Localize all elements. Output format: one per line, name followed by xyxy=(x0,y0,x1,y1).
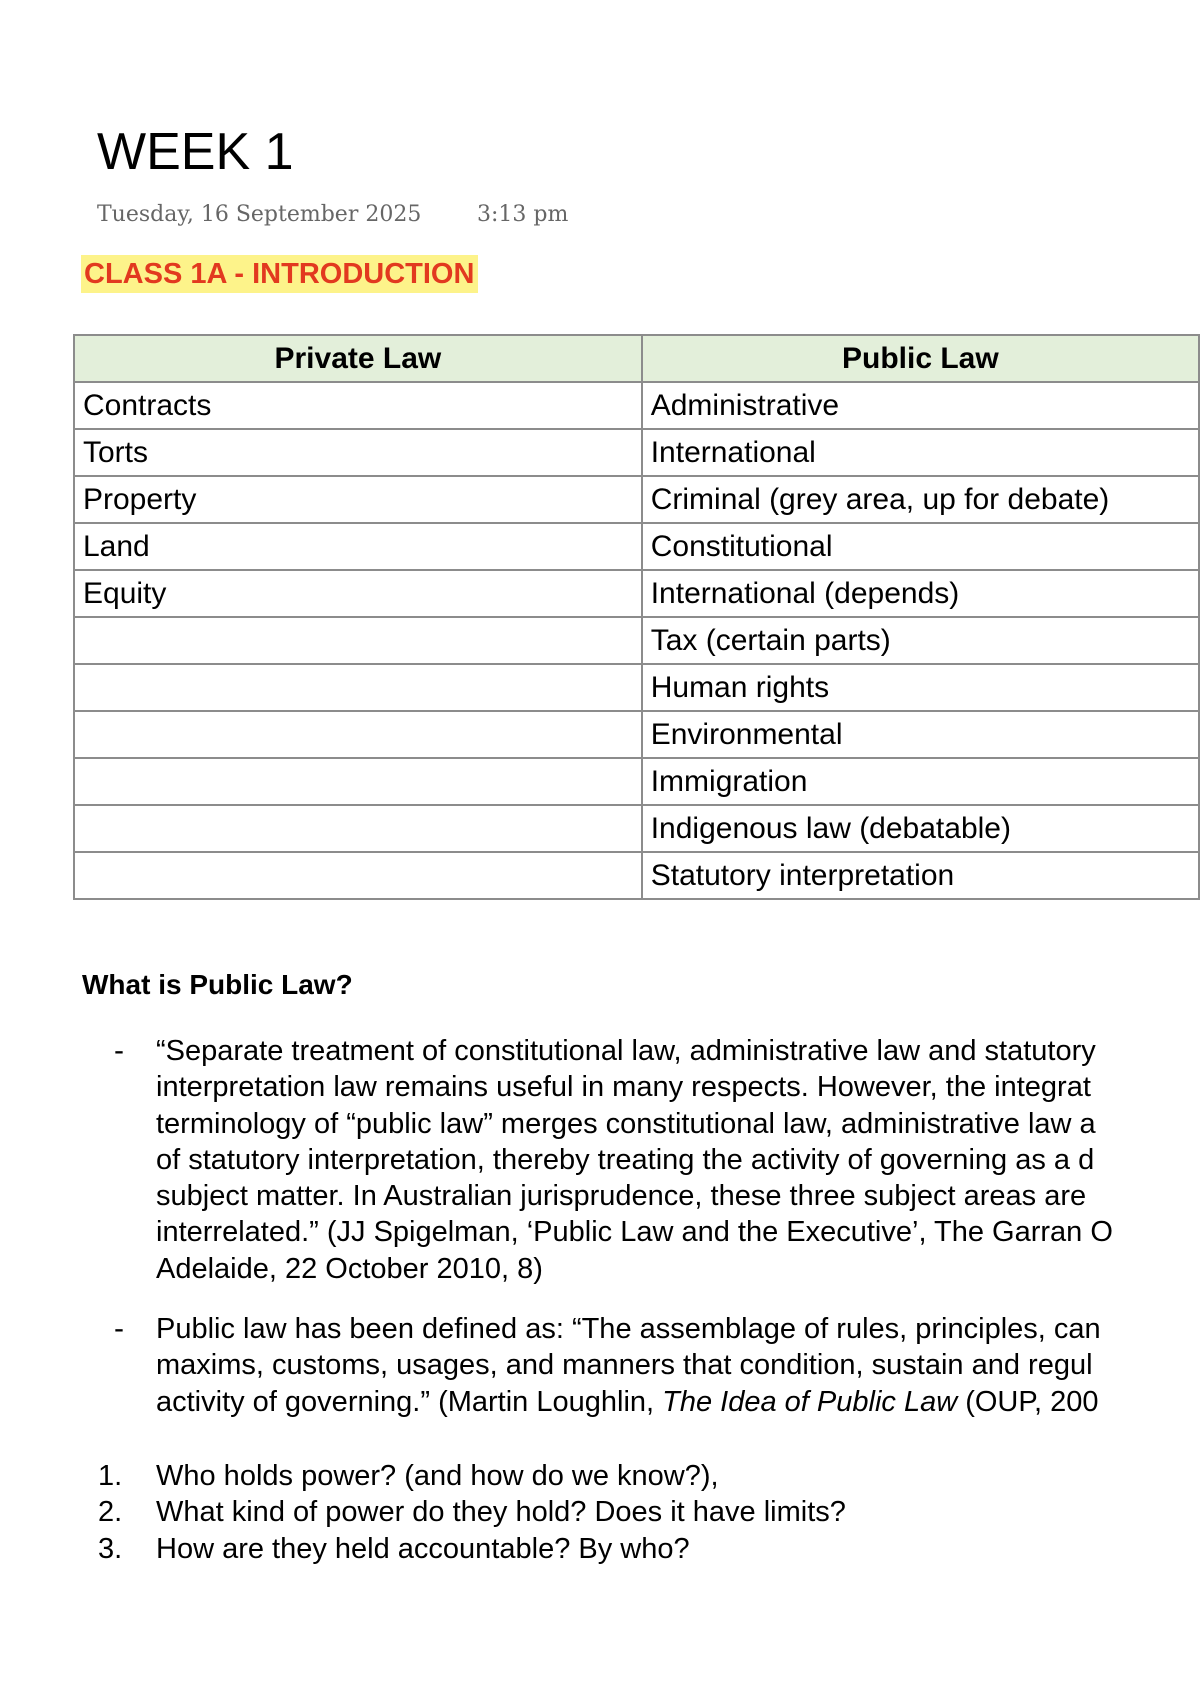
bullet-line: Public law has been defined as: “The assemblage of rules, principles, can xyxy=(156,1313,1101,1345)
bullet-line: maxims, customs, usages, and manners that condition, sustain and regul xyxy=(156,1349,1093,1382)
public-law-cell: Environmental xyxy=(642,711,1199,758)
table-row xyxy=(74,758,1199,805)
private-law-cell xyxy=(74,805,642,852)
bullet-marker: - xyxy=(114,1034,124,1067)
private-law-cell xyxy=(74,758,642,805)
public-law-cell: Criminal (grey area, up for debate) xyxy=(642,476,1199,523)
bullet-line: interpretation law remains useful in many respects. However, the integrat xyxy=(156,1071,1091,1104)
table-row xyxy=(74,805,1199,852)
page-time: 3:13 pm xyxy=(477,202,569,227)
private-law-cell: Property xyxy=(74,476,642,523)
question-text: Who holds power? (and how do we know?), xyxy=(156,1460,719,1492)
public-law-cell: Human rights xyxy=(642,664,1199,711)
public-law-cell: Administrative xyxy=(642,382,1199,429)
bullet-line: of statutory interpretation, thereby treating the activity of governing as a d xyxy=(156,1143,1095,1176)
citation-text: (OUP, 200 xyxy=(957,1385,1099,1418)
list-number: 2. xyxy=(98,1496,123,1529)
private-law-cell: Torts xyxy=(74,429,642,476)
table-row xyxy=(74,711,1199,758)
page-title: WEEK 1 xyxy=(97,123,294,181)
bullet-line xyxy=(156,1384,1101,1420)
list-number: 3. xyxy=(98,1532,123,1565)
questions-list xyxy=(0,1458,1200,1567)
list-item xyxy=(0,1494,1200,1530)
bullet-line: terminology of “public law” merges constitutional law, administrative law a xyxy=(156,1107,1096,1140)
bullet-marker: - xyxy=(114,1312,124,1345)
table-row xyxy=(74,852,1199,899)
table-row xyxy=(74,570,1199,617)
private-law-cell xyxy=(74,617,642,664)
private-law-cell xyxy=(74,664,642,711)
table-row xyxy=(74,382,1199,429)
section-heading: What is Public Law? xyxy=(82,969,353,1000)
law-categories-table xyxy=(73,334,1200,900)
bullet-line: interrelated.” (JJ Spigelman, ‘Public Law and the Executive’, The Garran O xyxy=(156,1216,1113,1249)
private-law-cell xyxy=(74,711,642,758)
public-law-cell: Tax (certain parts) xyxy=(642,617,1199,664)
public-law-cell: International xyxy=(642,429,1199,476)
bullet-line: subject matter. In Australian jurisprudence, these three subject areas are xyxy=(156,1180,1087,1213)
table-row xyxy=(74,476,1199,523)
private-law-cell: Equity xyxy=(74,570,642,617)
bullet-text xyxy=(156,1033,1113,1287)
header-private-law: Private Law xyxy=(74,335,642,382)
citation-text: activity of governing.” (Martin Loughlin, xyxy=(156,1385,663,1418)
list-number: 1. xyxy=(98,1460,123,1492)
table-row xyxy=(74,664,1199,711)
list-item xyxy=(0,1458,1200,1494)
table-header-row xyxy=(74,335,1199,382)
public-law-cell: Immigration xyxy=(642,758,1199,805)
header-public-law: Public Law xyxy=(642,335,1199,382)
table-row xyxy=(74,523,1199,570)
private-law-cell: Land xyxy=(74,523,642,570)
public-law-cell: Statutory interpretation xyxy=(642,852,1199,899)
public-law-cell: International (depends) xyxy=(642,570,1199,617)
bullet-text xyxy=(156,1311,1101,1420)
question-text: What kind of power do they hold? Does it have limits? xyxy=(156,1496,846,1529)
public-law-cell: Indigenous law (debatable) xyxy=(642,805,1199,852)
private-law-cell xyxy=(74,852,642,899)
bullet-line: Adelaide, 22 October 2010, 8) xyxy=(156,1252,543,1285)
question-text: How are they held accountable? By who? xyxy=(156,1532,690,1565)
private-law-cell: Contracts xyxy=(74,382,642,429)
book-title: The Idea of Public Law xyxy=(662,1385,958,1418)
page-date: Tuesday, 16 September 2025 xyxy=(97,202,422,227)
bullet-line: “Separate treatment of constitutional law, administrative law and statutory xyxy=(156,1035,1096,1067)
list-item xyxy=(0,1531,1200,1567)
table-row xyxy=(74,617,1199,664)
class-heading: CLASS 1A - INTRODUCTION xyxy=(81,255,478,293)
public-law-cell: Constitutional xyxy=(642,523,1199,570)
table-row xyxy=(74,429,1199,476)
